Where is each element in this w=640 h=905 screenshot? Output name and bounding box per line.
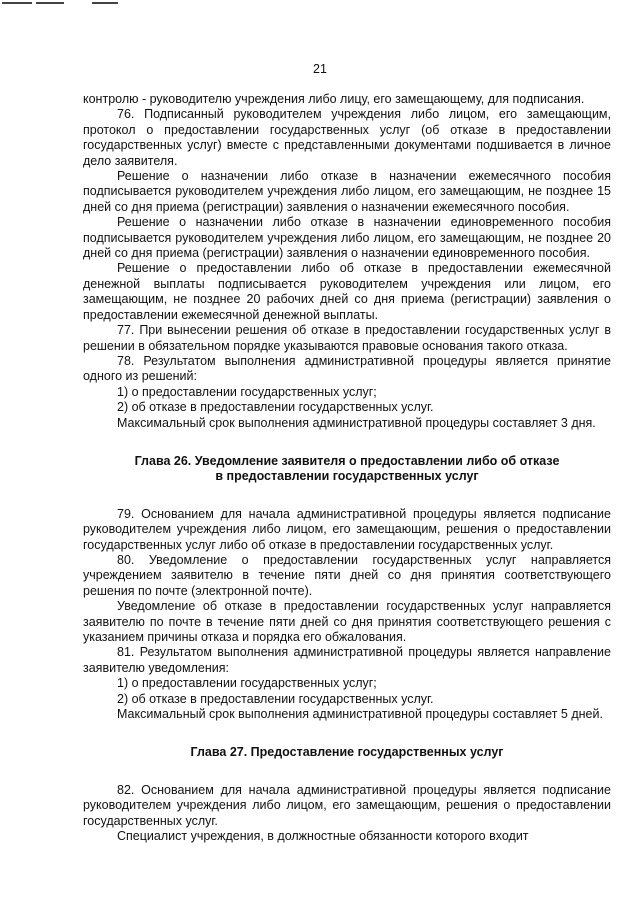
chapter-heading <box>83 454 611 485</box>
chapter-heading <box>83 745 611 760</box>
paragraph: 1) о предоставлении государственных услуг; <box>117 676 377 691</box>
page-number: 21 <box>313 62 327 76</box>
paragraph: 78. Результатом выполнения административной процедуры является принятие одного из решений: <box>83 353 611 384</box>
chapter-heading-line: Глава 27. Предоставление государственных услуг <box>190 745 504 760</box>
paragraph: Специалист учреждения, в должностные обязанности которого входит <box>117 829 529 844</box>
chapter-heading-line: Глава 26. Уведомление заявителя о предоставлении либо об отказе <box>134 453 560 468</box>
paragraph: Максимальный срок выполнения административной процедуры составляет 5 дней. <box>117 707 603 722</box>
paragraph: 82. Основанием для начала административной процедуры является подписание руководителем учреждения либо лицом, его замещающим, решения о предоставлении государственных услуг. <box>83 782 611 828</box>
paragraph: 80. Уведомление о предоставлении государственных услуг направляется учреждением заявителю в течение пяти дней со дня принятия соответствующего решения по почте (электронной почте). <box>83 552 611 598</box>
paragraph: 1) о предоставлении государственных услуг; <box>117 384 377 399</box>
paragraph: 2) об отказе в предоставлении государственных услуг. <box>117 691 434 706</box>
paragraph: контролю - руководителю учреждения либо лицу, его замещающему, для подписания. <box>83 92 585 106</box>
paragraph: Максимальный срок выполнения административной процедуры составляет 3 дня. <box>117 415 596 430</box>
paragraph: 77. При вынесении решения об отказе в предоставлении государственных услуг в решении в обязательном порядке указываются правовые основания такого отказа. <box>83 323 611 353</box>
scan-edge-marks <box>0 0 160 10</box>
paragraph: 76. Подписанный руководителем учреждения либо лицом, его замещающим, протокол о предоставлении государственных услуг (об отказе в предоставлении государственных услуг) вместе с представленными документами подшивается в личное дело заявителя. <box>83 107 611 168</box>
chapter-heading-line: в предоставлении государственных услуг <box>215 469 479 484</box>
paragraph: 81. Результатом выполнения административной процедуры является направление заявителю уведомления: <box>83 645 611 675</box>
paragraph: Уведомление об отказе в предоставлении государственных услуг направляется заявителю по почте в течение пяти дней со дня принятия соответствующего решения с указанием причины отказа и порядка его обжалования. <box>83 599 611 644</box>
paragraph: Решение о предоставлении либо об отказе в предоставлении ежемесячной денежной выплаты подписывается руководителем учреждения или лицом, его замещающим, не позднее 20 рабочих дней со дня приема (регистрации) заявления о предоставлении ежемесячной денежной выплаты. <box>83 261 611 322</box>
paragraph: Решение о назначении либо отказе в назначении единовременного пособия подписывается руководителем учреждения либо лицом, его замещающим, не позднее 20 дней со дня приема (регистрации) заявления о назначении единовременного пособия. <box>83 215 611 261</box>
document-body <box>83 92 611 844</box>
paragraph: Решение о назначении либо отказе в назначении ежемесячного пособия подписывается руководителем учреждения либо лицом, его замещающим, не позднее 15 дней со дня приема (регистрации) заявления о назначении ежемесячного пособия. <box>83 169 611 214</box>
paragraph: 2) об отказе в предоставлении государственных услуг. <box>117 400 434 415</box>
paragraph: 79. Основанием для начала административной процедуры является подписание руководителем учреждения либо лицом, его замещающим, решения о предоставлении государственных услуг либо об отказе в предоставлении государственных услуг. <box>83 506 611 552</box>
